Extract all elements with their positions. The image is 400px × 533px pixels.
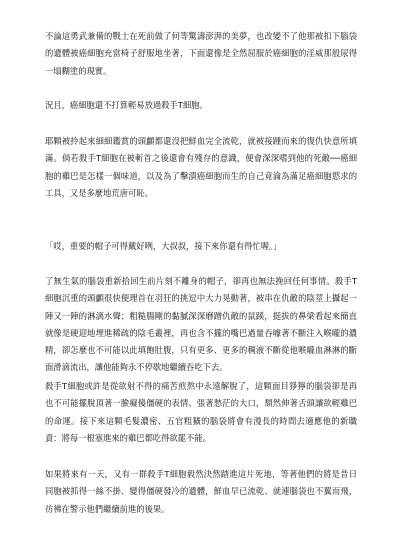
paragraph-7: 如果將來有一天，又有一群殺手T細胞毅然決然踏進這片死地，等著他們的將是昔日同胞被抓得一絲不掛、變得僵硬發冷的遺體，鮮血早已流乾、就連腦袋也不翼而飛，彷彿在警示他們繼續前進的後果。 bbox=[45, 469, 357, 514]
paragraph-3: 耶顆被拎起來細細鑑賞的頭顱都還沒把鮮血完全流乾，就被接踵而來的復仇快意所填滿。倘若殺手T細胞在被斬首之後還會有殘存的意識，便會深深嗜到他的死敵──癌細胞的雞巴是怎樣一個味道，以及為了擊潰癌細胞而生的自己竟淪為滿足癌細胞慾求的工具，又是多麼地荒唐可恥。 bbox=[45, 136, 357, 198]
paragraph-6: 殺手T細胞或許是從欲射不得的痛苦煎熬中永遠解脫了，這顆面目猙獰的腦袋卻是再也不可能擺脫頂著一臉癡傻僵硬的表情、張著愁茫的大口，頹然伸著舌頭讓欲輕雞巴的命運。接下來這顆毛髮濃密、五官粗獷的腦袋將會有漫長的時間去適應他的新職責：將每一根塞進來的雞巴都吃得欲罷不能。 bbox=[45, 381, 357, 443]
paragraph-2: 況且，癌細胞還不打算輕易放過殺手T細胞。 bbox=[45, 100, 208, 110]
paragraph-5: 了無生氣的腦袋重新拾回生前片刻不離身的帽子，卻再也無法挽回任何事情。殺手T細胞沉重的頭顱很快便理首在羽狂的挑逗中大力晃動著，被串在仇敵的陰莖上攝起一陣又一陣的淋漓水聲；粗糙腸剛的黏膩深深磨蹭仇敵的鼠蹊，挺拔的鼻梁看起來簡直就像是硬迎地埋進稀疏的陰毛叢裡，再也含不攏的嘴巴過量吞噱著不斷注入喉嚨的濃精，卻怎麼也不可能以此填飽肚腹，只有更多、更多的稠液不斷從他喉嚨血淋淋的斷面滑滴流出，讓他能夠永不停歇地繼續吞吃下去。 bbox=[45, 276, 357, 373]
paragraph-1: 不論這勇武兼備的戰士在死前做了何等驚濤澎湃的美夢，也改變不了他那被扣下腦袋的遺體被癌細胞充當椅子舒服地坐著，下面還像是全然屈服於癌細胞的淫威那般尿得一塌糊塗的現實。 bbox=[45, 31, 357, 76]
paragraph-4-dialogue: 「哎，重要的帽子可得戴好咧，大叔叔，接下來你還有得忙喔。」 bbox=[45, 241, 282, 251]
